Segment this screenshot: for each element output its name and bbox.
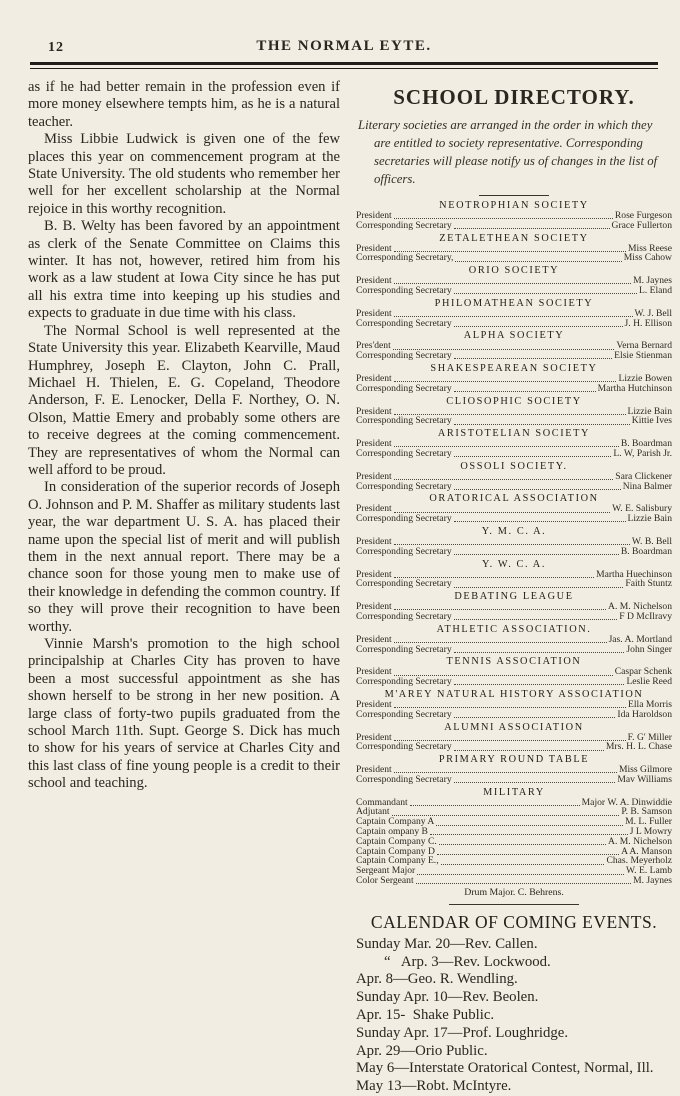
calendar-event: Apr. 8—Geo. R. Wendling. [356, 971, 518, 988]
officer-role: President [356, 470, 392, 482]
dot-leader [430, 834, 628, 835]
officer-name: L. Eland [638, 284, 672, 296]
society-section [356, 330, 672, 361]
officer-role: Corresponding Secretary [356, 447, 452, 459]
officer-name: W. J. Bell [634, 307, 672, 319]
officer-role: President [356, 307, 392, 319]
officer-name: Ida Haroldson [617, 708, 672, 720]
society-section [356, 722, 672, 753]
officer-row [356, 710, 672, 720]
officer-name: Martha Huechinson [596, 568, 672, 580]
calendar-event: “ Arp. 3—Rev. Lockwood. [384, 953, 551, 970]
officer-name: Rose Furgeson [614, 210, 672, 221]
article-paragraph: as if he had better remain in the profession even if more money elsewhere tempts him, as he is a natural teacher. [28, 79, 340, 130]
article-paragraph: The Normal School is well represented at the State University this year. Elizabeth Kearville, Maud Humphrey, Joseph E. Clayton, John C. Prall, Michael H. Thielen, E. G. Copeland, Theodore Anderson, F. E. Lenocker, Della F. Northey, O. N. Olson, Mattie Emery and probably some others are to receive degrees at the coming commencement. They are representatives of whom the Normal can well afford to be proud. [28, 322, 340, 478]
officer-role: President [356, 210, 392, 221]
officer-role: Corresponding Secretary [356, 773, 452, 785]
officer-row [356, 449, 672, 459]
officer-row [356, 547, 672, 557]
society-name: OSSOLI SOCIETY. [460, 460, 568, 472]
officer-role: Adjutant [356, 806, 390, 818]
society-name: DEBATING LEAGUE [454, 591, 574, 603]
society-name: Y. M. C. A. [481, 525, 547, 537]
officer-name: J L Mowry [629, 826, 672, 838]
society-section [356, 787, 672, 898]
officer-name: Lizzie Bain [627, 513, 672, 525]
dot-leader [441, 864, 605, 865]
society-section [356, 526, 672, 557]
officer-row [356, 876, 672, 886]
officer-name: F. G' Miller [627, 731, 672, 743]
dot-leader [454, 750, 604, 751]
officer-role: President [356, 535, 392, 547]
calendar-event: Sunday Apr. 10—Rev. Beolen. [356, 989, 539, 1006]
officer-row [356, 612, 672, 622]
society-section [356, 298, 672, 329]
officer-row [356, 221, 672, 231]
officer-role: Corresponding Secretary [356, 513, 452, 525]
officer-row [356, 514, 672, 524]
society-name: ORIO SOCIETY [468, 265, 560, 277]
officer-role: Corresponding Secretary [356, 284, 452, 296]
officer-role: Corresponding Secretary [356, 415, 452, 427]
officer-role: Corresponding Secretary [356, 708, 452, 720]
officer-role: Commandant [356, 796, 408, 808]
officer-role: Captain Company A [356, 816, 435, 828]
officer-role: President [356, 275, 392, 287]
dot-leader [454, 326, 623, 327]
officer-role: Corresponding Secretary [356, 741, 452, 753]
officer-role: Color Sergeant [356, 875, 414, 887]
society-name: Y. W. C. A. [481, 558, 547, 570]
masthead-title: THE NORMAL EYTE. [256, 38, 432, 54]
society-section [356, 689, 672, 720]
dot-leader [455, 261, 621, 262]
officer-role: President [356, 764, 392, 776]
officer-role: Captain ompany B [356, 826, 428, 838]
officer-role: Corresponding Secretary [356, 643, 452, 655]
dot-leader [454, 554, 619, 555]
officer-role: Corresponding Secretary [356, 545, 452, 557]
officer-role: President [356, 568, 392, 580]
directory-title: SCHOOL DIRECTORY. [393, 85, 635, 109]
officer-name: Major W. A. Dinwiddie [581, 796, 672, 808]
officer-name: Miss Reese [628, 242, 672, 254]
officer-role: Corresponding Secretary [356, 382, 452, 394]
officer-row [356, 645, 672, 655]
calendar-event: Sunday Apr. 17—Prof. Loughridge. [356, 1024, 569, 1041]
society-section [356, 493, 672, 524]
officer-role: Corresponding Secretary [356, 480, 452, 492]
dot-leader [454, 684, 625, 685]
officer-name: Sara Clickener [615, 470, 672, 482]
society-name: PRIMARY ROUND TABLE [438, 754, 590, 766]
dot-leader [394, 479, 614, 480]
society-section [356, 754, 672, 785]
officer-role: Corresponding Secretary [356, 317, 452, 329]
officer-name: A. M. Nichelson [608, 601, 672, 613]
officer-name: Caspar Schenk [614, 666, 672, 678]
officer-name: Kittie Ives [631, 415, 672, 427]
officer-name: Martha Hutchinson [597, 382, 672, 394]
officer-role: President [356, 698, 392, 710]
directory-intro: Literary societies are arranged in the order in which they are entitled to society representative. Corresponding secretaries will please notify us of changes in the list of officers. [358, 118, 658, 186]
header-divider [30, 62, 658, 69]
society-name: ZETALETHEAN SOCIETY [439, 232, 589, 244]
officer-role: Captain Company D [356, 845, 435, 857]
dot-leader [454, 228, 610, 229]
officer-name: Elsie Stienman [614, 350, 672, 362]
directory-intro-divider [479, 195, 549, 196]
society-name: MILITARY [483, 786, 545, 798]
calendar-event: Apr. 29—Orio Public. [356, 1042, 488, 1059]
military-footer: Drum Major. C. Behrens. [464, 886, 564, 898]
calendar-event: Sunday Mar. 20—Rev. Callen. [356, 935, 538, 952]
officer-name: Mav Williams [617, 773, 672, 785]
dot-leader [454, 358, 613, 359]
officer-row [356, 351, 672, 361]
society-section [356, 591, 672, 622]
dot-leader [454, 391, 596, 392]
dot-leader [454, 456, 612, 457]
dot-leader [454, 293, 637, 294]
officer-name: W. E. Lamb [625, 865, 672, 877]
society-name: ATHLETIC ASSOCIATION. [436, 623, 592, 635]
dot-leader [436, 825, 623, 826]
officer-row [356, 253, 672, 263]
society-name: TENNIS ASSOCIATION [446, 656, 582, 668]
officer-name: M. L. Fuller [625, 816, 672, 828]
article-paragraph: Vinnie Marsh's promotion to the high school principalship at Charles City has proven to have been a most successful appointment as she has shown herself to be strong in her new position. A large class of forty-two pupils graduated from the school March 11th. Supt. George S. Dick has much to show for his years of service at Charles City and this last class of fine young people is a credit to their school and teaching. [28, 636, 340, 792]
officer-name: John Singer [626, 643, 672, 655]
officer-role: President [356, 601, 392, 613]
officer-row [356, 579, 672, 589]
society-section [356, 396, 672, 427]
officer-name: Leslie Reed [626, 676, 672, 688]
dot-leader [416, 883, 631, 884]
dot-leader [417, 874, 624, 875]
officer-name: Nina Balmer [622, 480, 672, 492]
officer-name: A A. Manson [621, 845, 672, 857]
officer-role: President [356, 438, 392, 450]
calendar-events [356, 936, 672, 1096]
dot-leader [439, 844, 606, 845]
society-section [356, 265, 672, 296]
officer-name: Verna Bernard [616, 340, 672, 352]
officer-name: Miss Gilmore [618, 764, 672, 776]
dot-leader [454, 652, 625, 653]
society-section [356, 559, 672, 590]
officer-name: M. Jaynes [633, 275, 672, 287]
society-section [356, 363, 672, 394]
officer-role: Captain Company E., [356, 855, 439, 867]
two-column-layout [28, 79, 672, 1096]
article-paragraph: Miss Libbie Ludwick is given one of the few places this year on commencement program at the State University. The old students who remember her well for her excellent scholarship at the Normal rejoice in this worthy recognition. [28, 131, 340, 217]
officer-role: Sergeant Major [356, 865, 416, 877]
officer-name: F D McIlravy [619, 610, 672, 622]
officer-role: President [356, 405, 392, 417]
society-name: ALPHA SOCIETY [463, 330, 565, 342]
calendar-event: Apr. 15- Shake Public. [356, 1007, 495, 1024]
officer-name: Lizzie Bowen [618, 372, 672, 384]
officer-name: Chas. Meyerholz [606, 855, 672, 867]
officer-name: B. Boardman [620, 438, 672, 450]
officer-role: Corresponding Secretary [356, 610, 452, 622]
officer-role: President [356, 731, 392, 743]
society-section [356, 233, 672, 264]
officer-role: Corresponding Secretary [356, 219, 452, 231]
dot-leader [454, 619, 618, 620]
page-header [28, 0, 660, 62]
officer-name: Miss Cahow [623, 252, 672, 264]
society-name: CLIOSOPHIC SOCIETY [446, 395, 582, 407]
calendar-event: May 13—Robt. McIntyre. [356, 1078, 512, 1095]
article-column [28, 79, 340, 1096]
officer-row [356, 384, 672, 394]
dot-leader [394, 642, 607, 643]
officer-row [356, 482, 672, 492]
society-section [356, 624, 672, 655]
officer-name: Jas. A. Mortland [608, 633, 672, 645]
officer-row [356, 416, 672, 426]
officer-row [356, 286, 672, 296]
officer-name: P. B. Samson [621, 806, 672, 818]
article-paragraph: B. B. Welty has been favored by an appointment as clerk of the Senate Committee on Claims this winter. It has not, however, retired him from his work as a law student at Iowa City since he has put all his extra time into keeping up his studies and expects to graduate in due time with his class. [28, 218, 340, 322]
officer-role: President [356, 666, 392, 678]
officer-role: Corresponding Secretary, [356, 252, 454, 264]
officer-name: Lizzie Bain [627, 405, 672, 417]
calendar-title: CALENDAR OF COMING EVENTS. [370, 911, 658, 932]
society-section [356, 428, 672, 459]
officer-role: Corresponding Secretary [356, 350, 452, 362]
officer-role: Corresponding Secretary [356, 676, 452, 688]
officer-name: M. Jaynes [633, 875, 672, 887]
officer-name: Faith Stuntz [625, 578, 672, 590]
directory-sections [356, 200, 672, 898]
dot-leader [454, 782, 616, 783]
calendar-divider [449, 904, 579, 905]
article-paragraph: In consideration of the superior records of Joseph O. Johnson and P. M. Shaffer as military students last year, the war department U. S. A. has placed their name upon the special list of merit and will publish them in the next annual report. There may be a chance soon for those young men to make use of their knowledge in defending the common country. If so they will prove their recognition to have been worthy. [28, 479, 340, 635]
officer-role: Captain Company C. [356, 835, 437, 847]
directory-column [356, 79, 672, 1096]
officer-name: B. Boardman [620, 545, 672, 557]
society-name: SHAKESPEAREAN SOCIETY [430, 362, 598, 374]
dot-leader [410, 805, 580, 806]
officer-row [356, 742, 672, 752]
dot-leader [454, 717, 616, 718]
officer-name: Grace Fullerton [611, 219, 672, 231]
officer-row [356, 677, 672, 687]
dot-leader [454, 587, 624, 588]
officer-role: President [356, 242, 392, 254]
officer-role: Pres'dent [356, 340, 391, 352]
society-name: NEOTROPHIAN SOCIETY [439, 200, 589, 211]
officer-name: W. E. Salisbury [612, 503, 672, 515]
society-name: M'AREY NATURAL HISTORY ASSOCIATION [384, 688, 644, 700]
society-section [356, 200, 672, 231]
society-name: ARISTOTELIAN SOCIETY [437, 428, 591, 440]
dot-leader [454, 489, 621, 490]
officer-role: Corresponding Secretary [356, 578, 452, 590]
officer-name: J. H. Ellison [624, 317, 672, 329]
officer-role: President [356, 503, 392, 515]
officer-name: A. M. Nichelson [608, 835, 672, 847]
society-section [356, 656, 672, 687]
officer-role: President [356, 372, 392, 384]
calendar-event: May 6—Interstate Oratorical Contest, Normal, Ill. [356, 1060, 654, 1077]
officer-row [356, 319, 672, 329]
officer-name: L. W, Parish Jr. [613, 447, 672, 459]
officer-name: Mrs. H. L. Chase [605, 741, 672, 753]
society-name: ORATORICAL ASSOCIATION [429, 493, 599, 505]
society-section [356, 461, 672, 492]
dot-leader [454, 424, 630, 425]
officer-row [356, 775, 672, 785]
officer-name: Ella Morris [628, 698, 672, 710]
officer-name: W. B. Bell [631, 535, 672, 547]
dot-leader [454, 521, 626, 522]
page-number: 12 [48, 40, 64, 55]
dot-leader [437, 854, 619, 855]
society-name: ALUMNI ASSOCIATION [444, 721, 584, 733]
dot-leader [394, 316, 633, 317]
officer-role: President [356, 633, 392, 645]
society-name: PHILOMATHEAN SOCIETY [434, 297, 594, 309]
